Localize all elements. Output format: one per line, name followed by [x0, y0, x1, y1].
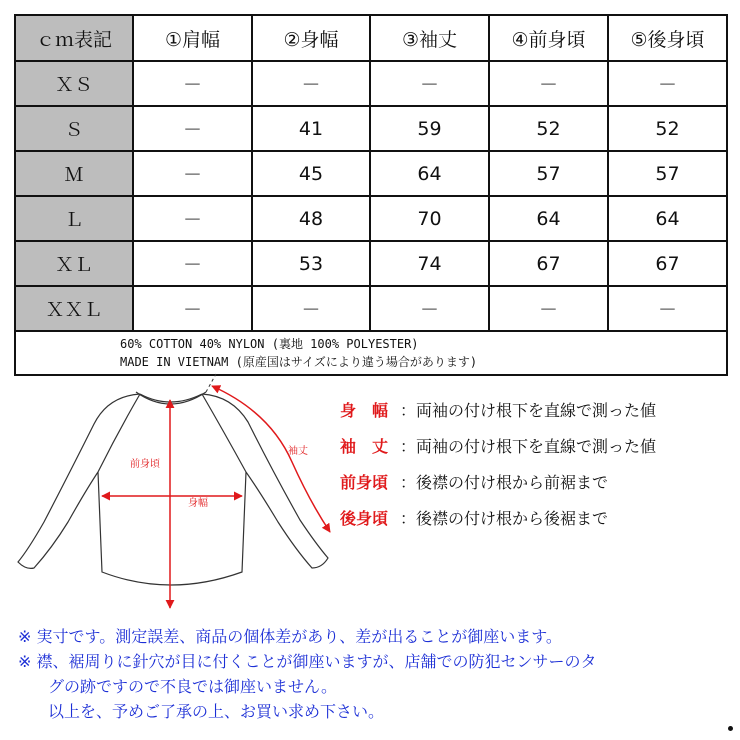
- note-line: ※ 襟、裾周りに針穴が目に付くことが御座いますが、店舗での防犯センサーのタ: [18, 652, 597, 671]
- material-text: 60% COTTON 40% NYLON (裏地 100% POLYESTER): [120, 337, 419, 351]
- table-cell: 74: [370, 241, 489, 286]
- table-cell: －: [489, 286, 608, 331]
- table-cell: 45: [252, 151, 370, 196]
- definition-desc: 両袖の付け根下を直線で測った値: [416, 401, 657, 420]
- size-label: ＸＬ: [15, 241, 133, 286]
- table-cell: －: [608, 61, 727, 106]
- origin-text: MADE IN VIETNAM (原産国はサイズにより違う場合があります): [120, 355, 478, 369]
- table-cell: －: [252, 61, 370, 106]
- table-cell: 67: [489, 241, 608, 286]
- definition-desc: 後襟の付け根から後裾まで: [416, 509, 609, 528]
- corner-dot: [728, 726, 733, 731]
- table-cell: －: [608, 286, 727, 331]
- measurement-definitions: [340, 398, 656, 542]
- sleeve-length-label: 袖丈: [288, 446, 308, 457]
- garment-diagram: [10, 372, 340, 622]
- table-cell: －: [133, 61, 252, 106]
- table-cell: 57: [608, 151, 727, 196]
- table-cell: 64: [608, 196, 727, 241]
- note-line: 以上を、予めご了承の上、お買い求め下さい。: [48, 702, 385, 721]
- table-cell: 57: [489, 151, 608, 196]
- definition-desc: 後襟の付け根から前裾まで: [416, 473, 609, 492]
- definition-colon: ：: [400, 401, 417, 420]
- header-body-width: ②身幅: [252, 15, 370, 61]
- definition-row: [340, 434, 656, 470]
- table-cell: 53: [252, 241, 370, 286]
- definition-term: 前身頃: [340, 473, 389, 492]
- table-cell: 67: [608, 241, 727, 286]
- table-cell: －: [133, 241, 252, 286]
- disclaimer-notes: [18, 624, 597, 724]
- header-back-length: ⑤後身頃: [608, 15, 727, 61]
- table-header-row: [15, 15, 727, 61]
- table-cell: －: [489, 61, 608, 106]
- table-cell: 48: [252, 196, 370, 241]
- table-row: [15, 241, 727, 286]
- definition-desc: 両袖の付け根下を直線で測った値: [416, 437, 657, 456]
- body-width-label: 身幅: [188, 498, 208, 509]
- definition-row: [340, 398, 656, 434]
- definition-term: 身 幅: [340, 401, 389, 420]
- table-cell: －: [133, 196, 252, 241]
- definition-colon: ：: [400, 509, 417, 528]
- sweatshirt-outline: [18, 392, 328, 585]
- table-cell: －: [370, 286, 489, 331]
- table-cell: 64: [370, 151, 489, 196]
- size-label: Ｍ: [15, 151, 133, 196]
- size-label: ＸＸＬ: [15, 286, 133, 331]
- header-sleeve-length: ③袖丈: [370, 15, 489, 61]
- table-cell: －: [133, 286, 252, 331]
- size-label: ＸＳ: [15, 61, 133, 106]
- definition-term: 後身頃: [340, 509, 389, 528]
- shoulder-leader-line: [206, 374, 216, 392]
- table-row: [15, 196, 727, 241]
- header-shoulder: ①肩幅: [133, 15, 252, 61]
- table-cell: －: [252, 286, 370, 331]
- table-row: [15, 61, 727, 106]
- table-cell: 52: [608, 106, 727, 151]
- table-row: [15, 151, 727, 196]
- definition-term: 袖 丈: [340, 437, 389, 456]
- material-note: [15, 331, 727, 375]
- definition-colon: ：: [400, 437, 417, 456]
- front-length-label: 前身頃: [130, 459, 160, 470]
- size-label: Ｓ: [15, 106, 133, 151]
- table-cell: －: [133, 106, 252, 151]
- material-row: [15, 331, 727, 375]
- size-table: [14, 14, 728, 376]
- table-row: [15, 106, 727, 151]
- definition-row: [340, 470, 656, 506]
- table-cell: －: [370, 61, 489, 106]
- table-cell: 64: [489, 196, 608, 241]
- table-cell: 52: [489, 106, 608, 151]
- table-cell: －: [133, 151, 252, 196]
- header-front-length: ④前身頃: [489, 15, 608, 61]
- definition-row: [340, 506, 656, 542]
- table-cell: 59: [370, 106, 489, 151]
- table-cell: 70: [370, 196, 489, 241]
- note-line: ※ 実寸です。測定誤差、商品の個体差があり、差が出ることが御座います。: [18, 627, 562, 646]
- size-label: Ｌ: [15, 196, 133, 241]
- note-line: グの跡ですので不良では御座いません。: [48, 677, 337, 696]
- table-row: [15, 286, 727, 331]
- header-unit: ｃｍ表記: [15, 15, 133, 61]
- definition-colon: ：: [400, 473, 417, 492]
- table-cell: 41: [252, 106, 370, 151]
